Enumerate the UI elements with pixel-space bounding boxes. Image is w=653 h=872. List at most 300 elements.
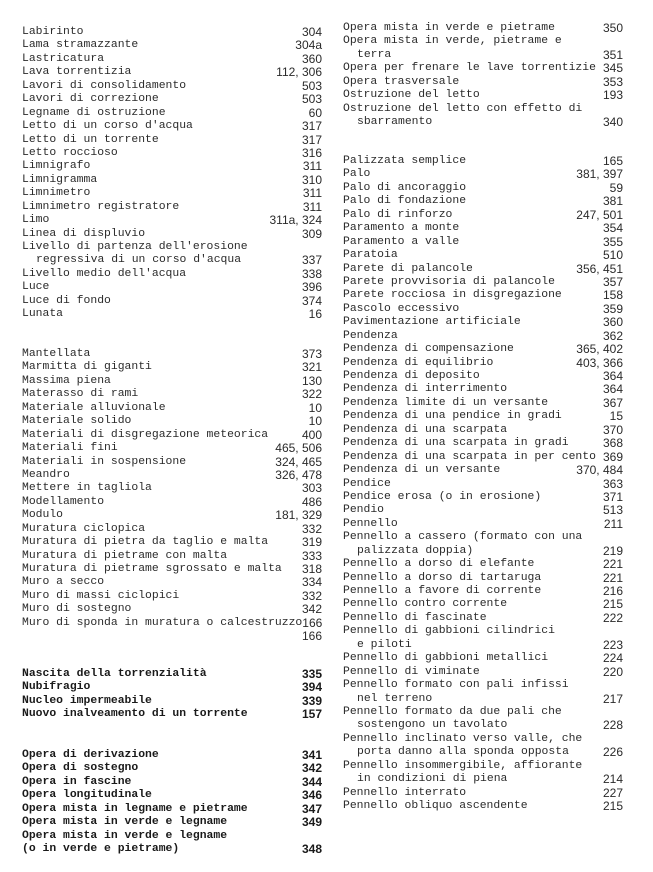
entry-pages: 310 — [301, 172, 322, 187]
entry-pages: 342 — [301, 602, 322, 617]
entry-pages: 214 — [602, 772, 623, 787]
entry-pages: 224 — [602, 651, 623, 666]
entry-term: Lavori di consolidamento — [22, 79, 187, 92]
entry-pages: 112, 306 — [276, 65, 322, 80]
entry-pages: 503 — [301, 78, 322, 93]
entry-pages: 357 — [602, 274, 623, 289]
entry-pages: 368 — [602, 436, 623, 451]
entry-pages: 166 — [302, 615, 323, 630]
entry-term: Parete di palancole — [343, 262, 473, 275]
entry-pages: 363 — [602, 476, 623, 491]
entry-pages: 351 — [602, 47, 623, 62]
entry-pages: 345 — [602, 61, 623, 76]
entry-term: Lastricatura — [22, 52, 105, 65]
entry-term: regressiva di un corso d'acqua — [36, 254, 242, 267]
entry-pages: 486 — [301, 494, 322, 509]
entry-pages: 311 — [302, 159, 322, 174]
index-entry — [343, 330, 623, 343]
index-entry — [343, 666, 623, 679]
entry-pages: 349 — [301, 815, 322, 830]
entry-term: Opera mista in verde, pietrame e — [343, 35, 562, 48]
index-entry — [343, 397, 623, 410]
index-entry — [343, 424, 623, 437]
entry-pages: 356, 451 — [576, 261, 623, 276]
entry-term: Pennello — [343, 517, 398, 530]
index-entry — [343, 504, 623, 517]
entry-pages: 394 — [301, 680, 322, 695]
index-entry — [343, 103, 623, 116]
index-entry — [22, 228, 322, 241]
index-entry — [22, 776, 322, 789]
entry-pages: 340 — [602, 115, 623, 130]
index-letter-group — [22, 749, 322, 857]
entry-pages: 354 — [602, 221, 623, 236]
entry-term: Pendenza di compensazione — [343, 343, 514, 356]
entry-pages: 211 — [603, 516, 623, 531]
entry-term: Legname di ostruzione — [22, 106, 166, 119]
index-entry — [343, 276, 623, 289]
entry-term: Pennello obliquo ascendente — [343, 800, 528, 812]
entry-term: Pendenza limite di un versante — [343, 396, 549, 409]
index-entry — [22, 120, 322, 133]
entry-term: Pendenza di deposito — [343, 370, 480, 382]
index-entry — [343, 76, 623, 89]
index-entry — [22, 789, 322, 802]
entry-term: terra — [357, 48, 392, 61]
entry-term: Pendenza — [343, 329, 398, 342]
entry-pages: 304 — [301, 25, 322, 39]
index-entry — [22, 214, 322, 227]
index-entry — [343, 370, 623, 383]
entry-pages: 316 — [301, 145, 322, 160]
entry-pages: 130 — [301, 373, 322, 388]
index-entry — [22, 695, 322, 708]
entry-pages: 247, 501 — [576, 207, 623, 222]
entry-pages: 342 — [301, 761, 322, 776]
entry-term: Pendenza di una scarpata in gradi — [343, 437, 569, 450]
index-entry — [22, 523, 322, 536]
entry-pages: 309 — [301, 226, 322, 241]
entry-term: Pendice erosa (o in erosione) — [343, 490, 542, 503]
index-entry — [343, 383, 623, 396]
index-entry — [343, 263, 623, 276]
index-entry — [343, 733, 623, 746]
index-entry — [22, 415, 322, 428]
entry-pages: 10 — [308, 400, 322, 415]
index-entry — [343, 625, 623, 638]
index-entry — [22, 469, 322, 482]
index-entry — [343, 49, 623, 62]
index-entry — [343, 679, 623, 692]
entry-pages: 347 — [301, 801, 322, 816]
entry-pages: 339 — [301, 693, 322, 708]
entry-term: Pennello formato con pali infissi — [343, 679, 569, 692]
entry-term: e piloti — [357, 638, 412, 651]
entry-pages: 381, 397 — [576, 167, 623, 182]
entry-term: in condizioni di piena — [357, 773, 508, 786]
entry-pages: 215 — [602, 597, 623, 612]
entry-term: Palo di fondazione — [343, 195, 467, 208]
index-entry — [22, 482, 322, 495]
index-entry — [343, 800, 623, 813]
entry-pages: 346 — [301, 788, 322, 803]
index-entry — [343, 558, 623, 571]
entry-term: Limnigramma — [22, 173, 98, 186]
index-entry — [343, 773, 623, 786]
index-entry — [343, 451, 623, 464]
entry-term: Pavimentazione artificiale — [343, 316, 521, 329]
entry-pages: 365, 402 — [576, 342, 623, 357]
entry-term: Palo di rinforzo — [343, 208, 453, 221]
entry-term: Opera mista in verde e legname — [22, 816, 228, 829]
entry-term: Letto di un torrente — [22, 133, 159, 146]
entry-term: Pennello contro corrente — [343, 598, 508, 611]
entry-term: Muro di massi ciclopici — [22, 589, 180, 602]
index-entry — [22, 590, 322, 603]
entry-term: sostengono un tavolato — [357, 719, 508, 732]
entry-pages: 338 — [301, 266, 322, 281]
entry-pages: 215 — [602, 799, 623, 813]
entry-term: Nuovo inalveamento di un torrente — [22, 708, 248, 721]
entry-term: Marmitta di giganti — [22, 361, 152, 374]
entry-pages: 403, 366 — [576, 355, 623, 370]
index-entry — [343, 787, 623, 800]
entry-pages: 332 — [301, 521, 322, 536]
entry-term: sbarramento — [357, 116, 433, 129]
entry-term: Pendenza di equilibrio — [343, 356, 494, 369]
entry-term: Opera di sostegno — [22, 762, 139, 775]
entry-pages: 216 — [602, 584, 623, 598]
entry-term: Opera di derivazione — [22, 749, 159, 761]
entry-term: Materiali in sospensione — [22, 455, 187, 468]
index-entry — [22, 550, 322, 563]
entry-term: Livello di partenza dell'erosione — [22, 241, 248, 253]
entry-term: Materasso di rami — [22, 388, 139, 401]
index-entry — [343, 289, 623, 302]
index-entry — [22, 348, 322, 361]
entry-pages: 332 — [301, 588, 322, 603]
entry-pages: 324, 465 — [275, 454, 322, 469]
entry-pages: 221 — [602, 557, 623, 572]
entry-term: Pendenza di una scarpata — [343, 423, 508, 436]
index-entry — [343, 572, 623, 585]
entry-pages: 317 — [301, 119, 322, 134]
entry-pages: 353 — [602, 74, 623, 89]
entry-pages: 364 — [602, 369, 623, 383]
index-entry — [22, 603, 322, 616]
entry-pages: 226 — [602, 745, 623, 760]
entry-term: Ostruzione del letto — [343, 89, 480, 102]
entry-pages: 217 — [602, 691, 623, 706]
index-entry — [22, 803, 322, 816]
index-letter-group — [343, 155, 623, 813]
entry-term: Muro di sponda in muratura o calcestruzzo — [22, 616, 303, 629]
index-entry — [22, 668, 322, 681]
index-entry — [22, 388, 322, 401]
entry-term: Muratura di pietra da taglio e malta — [22, 536, 269, 549]
entry-pages: 374 — [301, 293, 322, 308]
index-entry — [22, 147, 322, 160]
entry-term: Mettere in tagliola — [22, 482, 152, 495]
index-entry — [343, 746, 623, 759]
entry-pages: 510 — [602, 248, 623, 263]
entry-term: Pennello a favore di corrente — [343, 585, 542, 597]
entry-term: Pendenza di una scarpata in per cento — [343, 450, 596, 463]
entry-term: Pascolo eccessivo — [343, 302, 460, 315]
index-entry — [22, 630, 322, 643]
index-entry — [343, 612, 623, 625]
index-entry — [22, 53, 322, 66]
entry-term: Pennello interrato — [343, 786, 467, 799]
index-entry — [22, 563, 322, 576]
entry-term: Opera mista in legname e pietrame — [22, 802, 248, 815]
index-entry — [343, 22, 623, 35]
index-entry — [22, 361, 322, 374]
index-letter-group — [22, 348, 322, 644]
entry-term: Limnimetro registratore — [22, 200, 180, 213]
entry-term: Muratura di pietrame sgrossato e malta — [22, 563, 282, 575]
index-entry — [343, 155, 623, 168]
entry-term: Palo di ancoraggio — [343, 181, 467, 194]
index-entry — [343, 35, 623, 48]
index-entry — [22, 576, 322, 589]
entry-pages: 337 — [301, 253, 322, 268]
entry-pages: 362 — [602, 328, 623, 343]
entry-term: Letto di un corso d'acqua — [22, 120, 193, 133]
entry-pages: 228 — [602, 718, 623, 733]
entry-term: Muratura di pietrame con malta — [22, 549, 228, 562]
index-entry — [22, 708, 322, 721]
index-entry — [343, 195, 623, 208]
entry-term: Modulo — [22, 509, 64, 522]
entry-pages: 157 — [301, 707, 322, 722]
index-entry — [22, 93, 322, 106]
entry-pages: 341 — [301, 748, 322, 762]
index-entry — [343, 760, 623, 773]
index-entry — [343, 598, 623, 611]
entry-term: Lavori di correzione — [22, 93, 159, 106]
entry-pages: 317 — [301, 132, 322, 147]
index-entry — [343, 357, 623, 370]
entry-term: Mantellata — [22, 348, 91, 360]
entry-term: Nubifragio — [22, 681, 91, 694]
entry-pages: 318 — [301, 562, 322, 576]
entry-pages: 355 — [602, 234, 623, 249]
index-entry — [22, 160, 322, 173]
index-entry — [22, 201, 322, 214]
index-entry — [22, 496, 322, 509]
entry-pages: 373 — [301, 347, 322, 361]
entry-pages: 220 — [602, 664, 623, 679]
entry-pages: 60 — [308, 105, 322, 120]
index-entry — [22, 308, 322, 321]
entry-term: (o in verde e pietrame) — [22, 843, 180, 856]
entry-pages: 381 — [602, 194, 623, 209]
entry-term: Pendice — [343, 477, 391, 490]
entry-term: Luce di fondo — [22, 294, 111, 307]
index-entry — [22, 681, 322, 694]
index-entry — [343, 437, 623, 450]
entry-pages: 370, 484 — [576, 463, 623, 478]
index-entry — [22, 830, 322, 843]
entry-term: Parete provvisoria di palancole — [343, 275, 555, 288]
index-entry — [343, 639, 623, 652]
index-entry — [22, 429, 322, 442]
entry-pages: 319 — [301, 535, 322, 550]
entry-pages: 221 — [602, 570, 623, 585]
index-entry — [343, 464, 623, 477]
entry-term: Luce — [22, 281, 50, 294]
index-entry — [22, 402, 322, 415]
entry-term: Pennello formato da due pali che — [343, 705, 562, 718]
entry-term: Limnigrafo — [22, 160, 91, 173]
entry-term: Lama stramazzante — [22, 39, 139, 52]
index-entry — [343, 343, 623, 356]
entry-pages: 222 — [602, 610, 623, 625]
index-entry — [22, 762, 322, 775]
index-entry — [343, 316, 623, 329]
entry-term: Opera per frenare le lave torrentizie — [343, 62, 596, 75]
entry-pages: 158 — [602, 288, 623, 303]
index-entry — [22, 536, 322, 549]
entry-term: Opera mista in verde e pietrame — [343, 22, 555, 34]
entry-term: Muro a secco — [22, 576, 105, 589]
entry-term: Paramento a valle — [343, 235, 460, 248]
index-entry — [22, 80, 322, 93]
entry-term: Meandro — [22, 468, 70, 481]
entry-pages: 333 — [301, 548, 322, 563]
entry-term: Opera trasversale — [343, 75, 460, 88]
index-letter-group — [22, 26, 322, 322]
entry-term: Pennello di gabbioni cilindrici — [343, 625, 555, 638]
entry-pages: 334 — [301, 575, 322, 590]
index-entry — [22, 749, 322, 762]
index-entry — [22, 617, 322, 630]
entry-pages: 364 — [602, 382, 623, 397]
index-entry — [22, 26, 322, 39]
index-letter-group — [22, 668, 322, 722]
index-entry — [343, 89, 623, 102]
entry-pages: 227 — [602, 785, 623, 800]
index-entry — [22, 375, 322, 388]
entry-pages: 350 — [602, 21, 623, 35]
entry-pages: 348 — [301, 842, 322, 857]
index-entry — [343, 236, 623, 249]
entry-term: Limo — [22, 214, 50, 227]
entry-term: Livello medio dell'acqua — [22, 267, 187, 280]
entry-term: Ostruzione del letto con effetto di — [343, 102, 583, 115]
index-entry — [22, 39, 322, 52]
index-entry — [343, 116, 623, 129]
entry-pages: 10 — [308, 414, 322, 429]
entry-term: Lava torrentizia — [22, 66, 132, 79]
entry-pages: 15 — [609, 409, 623, 424]
entry-pages: 335 — [301, 667, 322, 681]
entry-pages: 311a, 324 — [269, 213, 322, 228]
index-entry — [343, 249, 623, 262]
entry-pages: 165 — [602, 154, 623, 168]
entry-term: Massima piena — [22, 374, 111, 387]
entry-pages: 223 — [602, 637, 623, 652]
entry-term: Linea di displuvio — [22, 227, 146, 240]
entry-term: Labirinto — [22, 26, 84, 38]
index-entry — [343, 182, 623, 195]
index-entry — [22, 268, 322, 281]
entry-term: Letto roccioso — [22, 146, 118, 159]
entry-pages: 219 — [602, 543, 623, 558]
entry-term: Nascita della torrenzialità — [22, 668, 207, 680]
entry-term: nel terreno — [357, 692, 433, 705]
index-entry — [343, 222, 623, 235]
entry-term: Pennello a cassero (formato con una — [343, 531, 583, 544]
entry-term: Palizzata semplice — [343, 155, 467, 167]
entry-term: Opera mista in verde e legname — [22, 829, 228, 842]
entry-pages: 370 — [602, 422, 623, 437]
index-entry — [343, 531, 623, 544]
entry-term: Muro di sostegno — [22, 603, 132, 616]
index-entry — [343, 706, 623, 719]
entry-pages: 59 — [609, 180, 623, 195]
entry-term: Pendenza di interrimento — [343, 383, 508, 396]
entry-term: Pendenza di un versante — [343, 464, 501, 477]
index-entry — [343, 585, 623, 598]
index-entry — [343, 62, 623, 75]
entry-pages: 344 — [301, 774, 322, 789]
entry-term: Opera longitudinale — [22, 789, 152, 802]
index-entry — [343, 478, 623, 491]
index-entry — [22, 66, 322, 79]
index-entry — [22, 174, 322, 187]
entry-term: Paratoia — [343, 249, 398, 262]
index-entry — [22, 456, 322, 469]
entry-pages: 311 — [302, 186, 322, 201]
entry-term: Materiale alluvionale — [22, 401, 166, 414]
entry-pages: 360 — [602, 315, 623, 330]
entry-pages: 181, 329 — [275, 508, 322, 523]
index-entry — [343, 693, 623, 706]
entry-pages: 326, 478 — [275, 467, 322, 482]
entry-pages: 465, 506 — [275, 441, 322, 456]
entry-term: Pennello inclinato verso valle, che — [343, 732, 583, 745]
entry-pages: 360 — [301, 51, 322, 66]
entry-pages: 396 — [301, 280, 322, 295]
entry-pages: 503 — [301, 92, 322, 107]
entry-term: Muratura ciclopica — [22, 522, 146, 535]
entry-term: Materiale solido — [22, 415, 132, 428]
entry-term: Lunata — [22, 308, 64, 321]
index-entry — [343, 491, 623, 504]
entry-term: Opera in fascine — [22, 775, 132, 788]
entry-term: Pennello di fascinate — [343, 611, 487, 624]
index-entry — [343, 209, 623, 222]
entry-term: Pennello di viminate — [343, 665, 480, 678]
index-entry — [343, 410, 623, 423]
entry-term: Pennello a dorso di elefante — [343, 558, 535, 571]
index-entry — [343, 545, 623, 558]
entry-pages: 304a — [295, 38, 322, 53]
entry-pages: 16 — [308, 307, 322, 322]
entry-term: Pennello insommergibile, affiorante — [343, 759, 583, 772]
index-entry — [22, 843, 322, 856]
entry-term: Limnimetro — [22, 187, 91, 200]
entry-term: porta danno alla sponda opposta — [357, 746, 569, 759]
entry-pages: 311 — [302, 199, 322, 214]
entry-term: Nucleo impermeabile — [22, 694, 152, 707]
entry-pages: 193 — [602, 88, 623, 103]
index-entry — [22, 241, 322, 254]
index-entry — [343, 719, 623, 732]
index-entry — [22, 134, 322, 147]
